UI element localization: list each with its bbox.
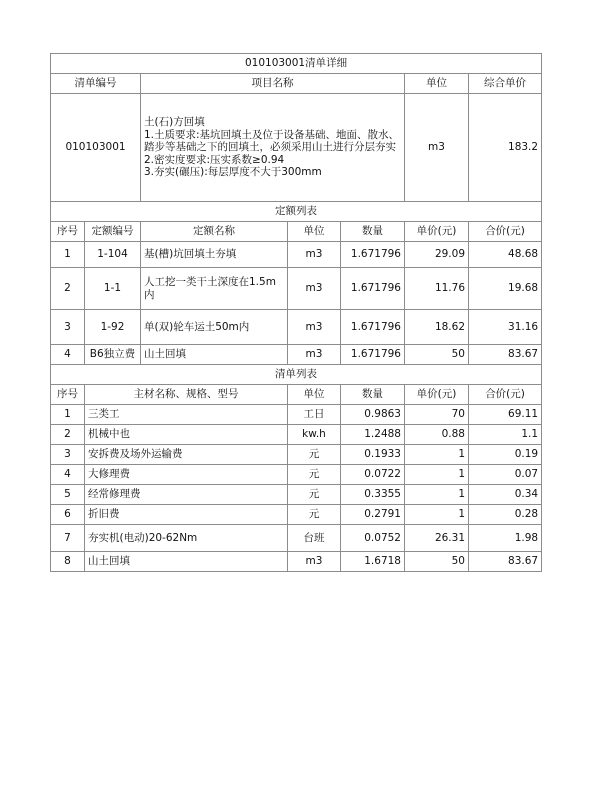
cell: m3 <box>288 552 341 572</box>
cell: 83.67 <box>469 552 542 572</box>
cell: 1-104 <box>85 242 141 268</box>
cell: 单(双)轮车运土50m内 <box>141 310 288 345</box>
material-header: 合价(元) <box>469 385 542 405</box>
cell: 0.19 <box>469 445 542 465</box>
table-row <box>51 405 542 425</box>
cell: 4 <box>51 465 85 485</box>
table-row <box>51 552 542 572</box>
quota-header: 数量 <box>341 222 405 242</box>
cell: 山土回填 <box>141 345 288 365</box>
bill-code: 010103001 <box>51 94 141 202</box>
header-unit: 单位 <box>405 74 469 94</box>
quota-section-title: 定额列表 <box>51 202 542 222</box>
table-row <box>51 242 542 268</box>
cell: 1.98 <box>469 525 542 552</box>
cell: 0.07 <box>469 465 542 485</box>
cell: 3 <box>51 310 85 345</box>
cell: 1-1 <box>85 268 141 310</box>
cell: m3 <box>288 345 341 365</box>
cell: 3 <box>51 445 85 465</box>
cell: 29.09 <box>405 242 469 268</box>
cell: 1.671796 <box>341 310 405 345</box>
cell: 1.6718 <box>341 552 405 572</box>
cell: 50 <box>405 345 469 365</box>
cell: 基(槽)坑回填土夯填 <box>141 242 288 268</box>
cell: 0.2791 <box>341 505 405 525</box>
header-bill-code: 清单编号 <box>51 74 141 94</box>
bill-description <box>141 94 405 202</box>
table-row <box>51 425 542 445</box>
cell: 50 <box>405 552 469 572</box>
table-row <box>51 345 542 365</box>
material-section-title: 清单列表 <box>51 365 542 385</box>
cell: 大修理费 <box>85 465 288 485</box>
cell: 0.34 <box>469 485 542 505</box>
cell: 18.62 <box>405 310 469 345</box>
bill-detail-sheet <box>50 53 541 572</box>
cell: 6 <box>51 505 85 525</box>
table-row <box>51 268 542 310</box>
cell: 1-92 <box>85 310 141 345</box>
desc-line: 3.夯实(碾压):每层厚度不大于300mm <box>144 166 322 179</box>
cell: 1 <box>51 242 85 268</box>
desc-line: 土(石)方回填 <box>144 116 205 129</box>
cell: 工日 <box>288 405 341 425</box>
cell: 83.67 <box>469 345 542 365</box>
cell: 台班 <box>288 525 341 552</box>
cell: 2 <box>51 425 85 445</box>
cell: 元 <box>288 505 341 525</box>
cell: 0.0722 <box>341 465 405 485</box>
quota-header: 单位 <box>288 222 341 242</box>
cell: 1.671796 <box>341 345 405 365</box>
cell: 1 <box>405 445 469 465</box>
cell: 1.2488 <box>341 425 405 445</box>
cell: 8 <box>51 552 85 572</box>
desc-line: 2.密实度要求:压实系数≥0.94 <box>144 153 285 166</box>
cell: 31.16 <box>469 310 542 345</box>
bill-unit: m3 <box>405 94 469 202</box>
cell: 0.88 <box>405 425 469 445</box>
cell: 安拆费及场外运输费 <box>85 445 288 465</box>
quota-header: 单价(元) <box>405 222 469 242</box>
header-item-name: 项目名称 <box>141 74 405 94</box>
cell: 1 <box>405 465 469 485</box>
cell: 经常修理费 <box>85 485 288 505</box>
cell: 4 <box>51 345 85 365</box>
cell: 三类工 <box>85 405 288 425</box>
cell: 0.28 <box>469 505 542 525</box>
header-unit-price: 综合单价 <box>469 74 542 94</box>
quota-header: 序号 <box>51 222 85 242</box>
table-row <box>51 485 542 505</box>
cell: 元 <box>288 485 341 505</box>
bill-price: 183.2 <box>469 94 542 202</box>
material-header: 主材名称、规格、型号 <box>85 385 288 405</box>
cell: 1 <box>405 485 469 505</box>
cell: 0.1933 <box>341 445 405 465</box>
cell: 0.0752 <box>341 525 405 552</box>
cell: 1.1 <box>469 425 542 445</box>
cell: B6独立费 <box>85 345 141 365</box>
table-row <box>51 465 542 485</box>
cell: 2 <box>51 268 85 310</box>
cell: 元 <box>288 445 341 465</box>
table-row <box>51 310 542 345</box>
cell: 11.76 <box>405 268 469 310</box>
cell: m3 <box>288 242 341 268</box>
cell: m3 <box>288 310 341 345</box>
quota-header: 合价(元) <box>469 222 542 242</box>
cell: 人工挖一类干土深度在1.5m内 <box>141 268 288 310</box>
table-row <box>51 505 542 525</box>
cell: 0.9863 <box>341 405 405 425</box>
material-header: 单价(元) <box>405 385 469 405</box>
sheet-title: 010103001清单详细 <box>51 54 542 74</box>
cell: 1.671796 <box>341 242 405 268</box>
cell: 1 <box>405 505 469 525</box>
cell: 折旧费 <box>85 505 288 525</box>
cell: 7 <box>51 525 85 552</box>
cell: kw.h <box>288 425 341 445</box>
cell: 69.11 <box>469 405 542 425</box>
material-header: 数量 <box>341 385 405 405</box>
cell: 元 <box>288 465 341 485</box>
cell: 0.3355 <box>341 485 405 505</box>
cell: 70 <box>405 405 469 425</box>
desc-line: 1.土质要求:基坑回填土及位于设备基础、地面、散水、踏步等基础之下的回填土，必须采用山土进行分层夯实 <box>144 128 400 154</box>
cell: m3 <box>288 268 341 310</box>
table-row <box>51 445 542 465</box>
quota-header: 定额名称 <box>141 222 288 242</box>
material-header: 单位 <box>288 385 341 405</box>
cell: 5 <box>51 485 85 505</box>
quota-header: 定额编号 <box>85 222 141 242</box>
table-row <box>51 525 542 552</box>
cell: 1 <box>51 405 85 425</box>
cell: 48.68 <box>469 242 542 268</box>
cell: 1.671796 <box>341 268 405 310</box>
cell: 26.31 <box>405 525 469 552</box>
cell: 机械中也 <box>85 425 288 445</box>
cell: 山土回填 <box>85 552 288 572</box>
cell: 19.68 <box>469 268 542 310</box>
bill-detail-table <box>50 53 542 572</box>
material-header: 序号 <box>51 385 85 405</box>
cell: 夯实机(电动)20-62Nm <box>85 525 288 552</box>
